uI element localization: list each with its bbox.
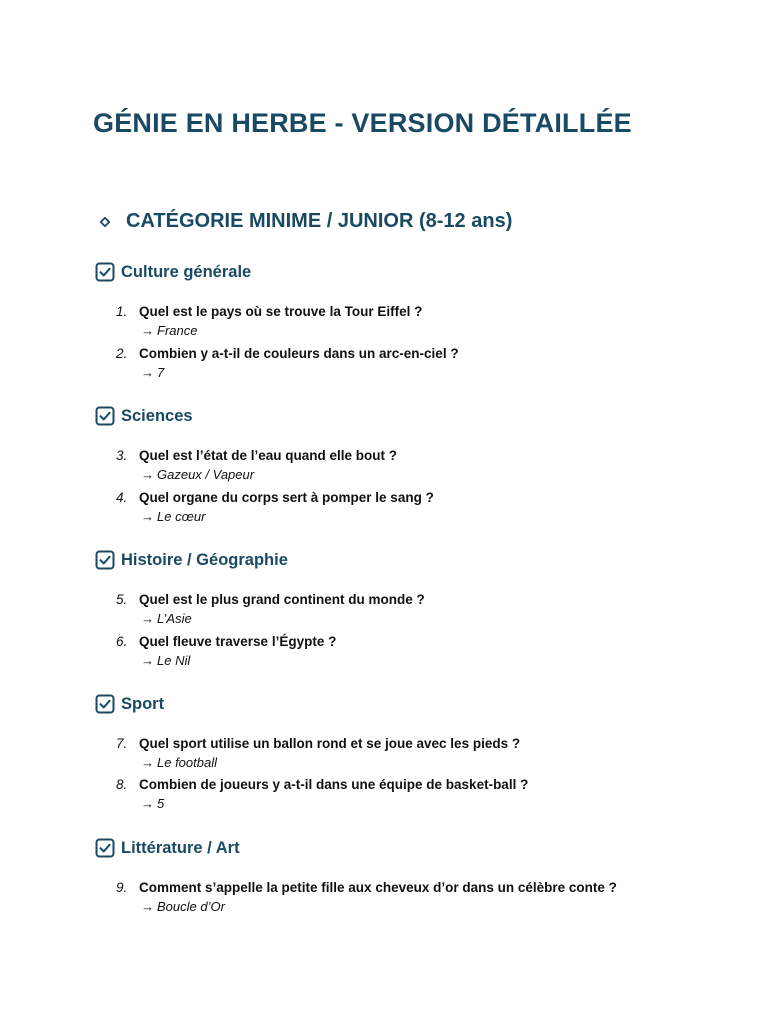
answer-text: France	[157, 323, 198, 338]
answer-line	[116, 651, 336, 671]
question-number: 9.	[116, 880, 128, 895]
question-item	[116, 447, 397, 485]
answer-text: 7	[157, 365, 165, 380]
category-title: CATÉGORIE MINIME / JUNIOR (8-12 ans)	[126, 210, 513, 232]
question-number: 7.	[116, 736, 128, 751]
question-text: Combien de joueurs y a-t-il dans une équipe de basket-ball ?	[139, 777, 529, 792]
question-text: Quel sport utilise un ballon rond et se joue avec les pieds ?	[139, 736, 521, 751]
question-text: Quel est l’état de l’eau quand elle bout ?	[139, 448, 398, 463]
arrow-right-icon: →	[141, 611, 154, 626]
checkbox-checked-icon	[95, 838, 115, 858]
answer-text: L’Asie	[157, 611, 192, 626]
question-item	[116, 633, 336, 671]
checkbox-checked-icon	[95, 406, 115, 426]
question-number: 5.	[116, 592, 128, 607]
question-item	[116, 776, 528, 814]
question-text: Quel est le pays où se trouve la Tour Eiffel ?	[139, 304, 423, 319]
section-heading-histoire-geographie	[95, 550, 288, 570]
checkbox-checked-icon	[95, 550, 115, 570]
answer-text: Le Nil	[157, 653, 191, 668]
arrow-right-icon: →	[141, 796, 154, 811]
question-number: 8.	[116, 777, 128, 792]
checkbox-checked-icon	[95, 694, 115, 714]
answer-line	[116, 507, 434, 527]
answer-text: Le cœur	[157, 509, 206, 524]
question-number: 4.	[116, 490, 128, 505]
question-item	[116, 879, 617, 917]
section-title: Culture générale	[121, 262, 252, 281]
arrow-right-icon: →	[141, 509, 154, 524]
arrow-right-icon: →	[141, 899, 154, 914]
question-text: Quel est le plus grand continent du monde ?	[139, 592, 425, 607]
arrow-right-icon: →	[141, 755, 154, 770]
answer-text: Boucle d’Or	[157, 899, 225, 914]
arrow-right-icon: →	[141, 365, 154, 380]
question-item	[116, 489, 434, 527]
answer-text: 5	[157, 796, 165, 811]
section-title: Littérature / Art	[121, 838, 240, 857]
diamond-icon	[100, 217, 110, 227]
arrow-right-icon: →	[141, 323, 154, 338]
question-text: Comment s’appelle la petite fille aux cheveux d’or dans un célèbre conte ?	[139, 880, 617, 895]
category-heading	[100, 210, 512, 233]
question-text: Quel organe du corps sert à pomper le sang ?	[139, 490, 434, 505]
question-item	[116, 303, 422, 341]
section-title: Sport	[121, 694, 165, 713]
section-heading-sport	[95, 694, 164, 714]
arrow-right-icon: →	[141, 653, 154, 668]
section-heading-culture-generale	[95, 262, 251, 282]
section-title: Histoire / Géographie	[121, 550, 288, 569]
answer-line	[116, 465, 397, 485]
answer-line	[116, 753, 520, 773]
question-number: 3.	[116, 448, 128, 463]
answer-line	[116, 794, 528, 814]
answer-line	[116, 363, 459, 383]
document-title: GÉNIE EN HERBE - VERSION DÉTAILLÉE	[93, 108, 632, 138]
question-text: Quel fleuve traverse l’Égypte ?	[139, 634, 337, 649]
answer-line	[116, 897, 617, 917]
answer-line	[116, 609, 425, 629]
section-heading-litterature-art	[95, 838, 240, 858]
section-heading-sciences	[95, 406, 193, 426]
checkbox-checked-icon	[95, 262, 115, 282]
question-item	[116, 591, 425, 629]
section-title: Sciences	[121, 406, 193, 425]
arrow-right-icon: →	[141, 467, 154, 482]
answer-text: Le football	[157, 755, 217, 770]
answer-text: Gazeux / Vapeur	[157, 467, 255, 482]
question-number: 6.	[116, 634, 128, 649]
question-item	[116, 345, 459, 383]
question-number: 1.	[116, 304, 128, 319]
question-text: Combien y a-t-il de couleurs dans un arc-en-ciel ?	[139, 346, 459, 361]
question-number: 2.	[116, 346, 128, 361]
answer-line	[116, 321, 422, 341]
question-item	[116, 735, 520, 773]
